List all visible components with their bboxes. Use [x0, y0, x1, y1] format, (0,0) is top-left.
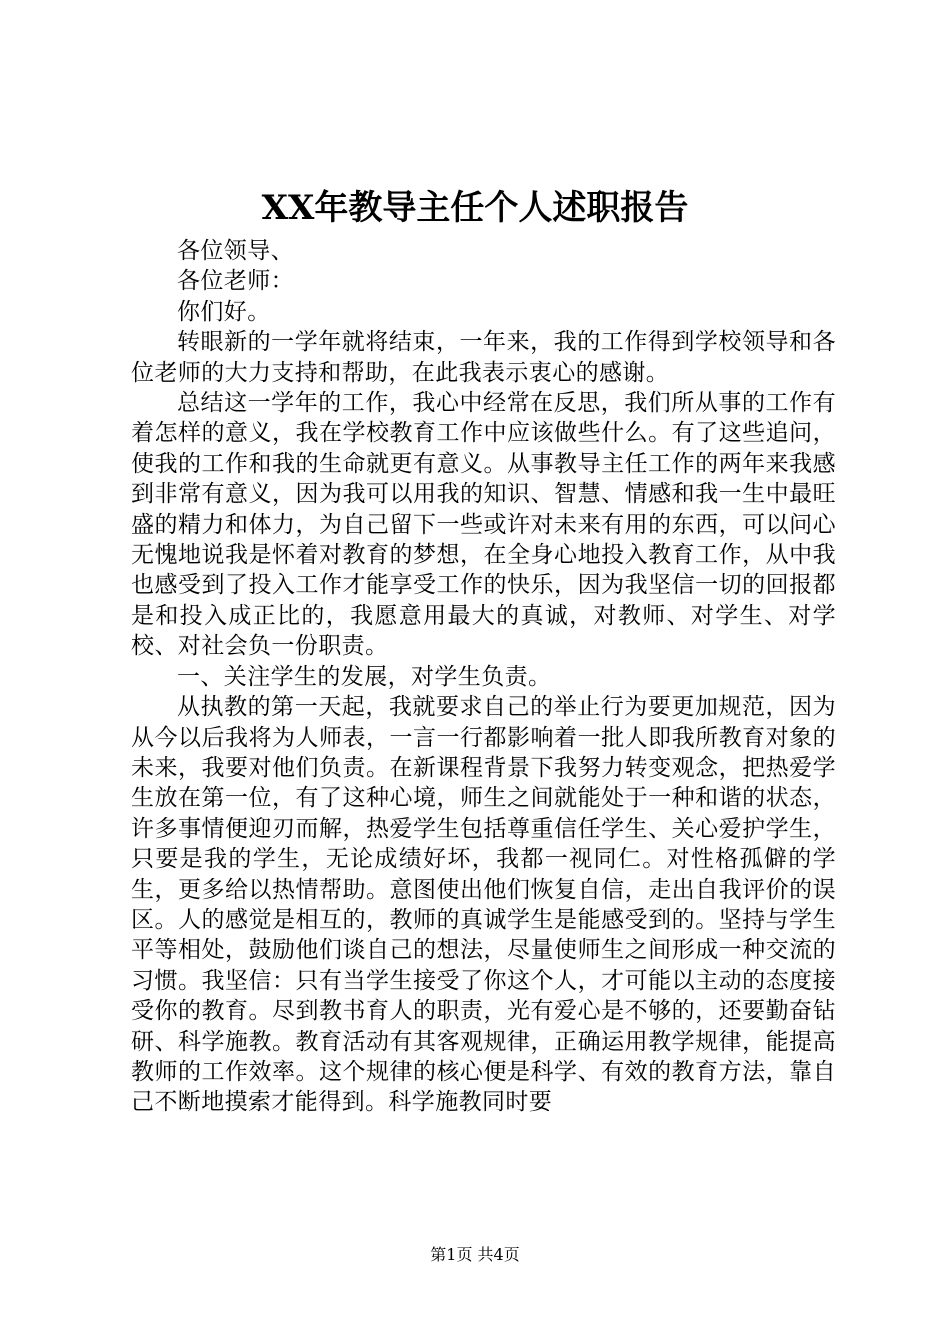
- paragraph-summary: 总结这一学年的工作，我心中经常在反思，我们所从事的工作有着怎样的意义，我在学校教育工作中应该做些什么。有了这些追问，使我的工作和我的生命就更有意义。从事教导主任工作的两年来我感到非常有意义，因为我可以用我的知识、智慧、情感和我一生中最旺盛的精力和体力，为自己留下一些或许对未来有用的东西，可以问心无愧地说我是怀着对教育的梦想，在全身心地投入教育工作，从中我也感受到了投入工作才能享受工作的快乐，因为我坚信一切的回报都是和投入成正比的，我愿意用最大的真诚，对教师、对学生、对学校、对社会负一份职责。: [131, 390, 836, 660]
- paragraph-intro: 转眼新的一学年就将结束，一年来，我的工作得到学校领导和各位老师的大力支持和帮助，在此我表示衷心的感谢。: [131, 329, 836, 386]
- document-body: [131, 236, 836, 1118]
- salutation-leaders: 各位领导、: [177, 238, 294, 264]
- page-footer: 第1页 共4页: [430, 1245, 520, 1264]
- section-heading-1: 一、关注学生的发展，对学生负责。: [177, 663, 552, 690]
- document-title: XX年教导主任个人述职报告: [261, 188, 689, 228]
- salutation-teachers: 各位老师：: [177, 268, 294, 295]
- paragraph-section-1: 从执教的第一天起，我就要求自己的举止行为要更加规范，因为从今以后我将为人师表，一言一行都影响着一批人即我所教育对象的未来，我要对他们负责。在新课程背景下我努力转变观念，把热爱学生放在第一位，有了这种心境，师生之间就能处于一种和谐的状态，许多事情便迎刃而解，热爱学生包括尊重信任学生、关心爱护学生，只要是我的学生，无论成绩好坏，我都一视同仁。对性格孤僻的学生，更多给以热情帮助。意图使出他们恢复自信，走出自我评价的误区。人的感觉是相互的，教师的真诚学生是能感受到的。坚持与学生平等相处，鼓励他们谈自己的想法，尽量使师生之间形成一种交流的习惯。我坚信：只有当学生接受了你这个人，才可能以主动的态度接受你的教育。尽到教书育人的职责，光有爱心是不够的，还要勤奋钻研、科学施教。教育活动有其客观规律，正确运用教学规律，能提高教师的工作效率。这个规律的核心便是科学、有效的教育方法，靠自己不断地摸索才能得到。科学施教同时要: [131, 694, 836, 1116]
- greeting: 你们好。: [177, 298, 271, 325]
